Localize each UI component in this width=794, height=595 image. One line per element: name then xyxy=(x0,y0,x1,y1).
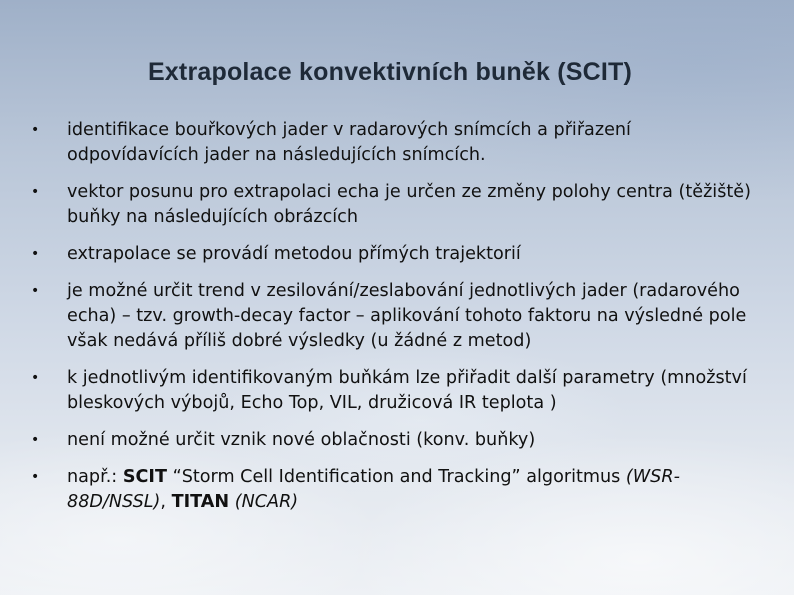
bullet-item xyxy=(28,242,768,267)
titan-name: TITAN xyxy=(171,492,230,512)
bullet-list xyxy=(28,118,768,527)
examples-prefix: např.: xyxy=(67,467,123,487)
bullet-dot: • xyxy=(31,283,40,299)
bullet-text: extrapolace se provádí metodou přímých trajektorií xyxy=(67,244,521,264)
scit-description: “Storm Cell Identification and Tracking” algoritmus xyxy=(166,467,626,487)
examples-separator: , xyxy=(160,492,172,512)
bullet-dot: • xyxy=(31,469,40,485)
bullet-dot: • xyxy=(31,184,40,200)
scit-name: SCIT xyxy=(122,467,167,487)
bullet-item xyxy=(28,428,768,453)
bullet-text: k jednotlivým identifikovaným buňkám lze přiřadit další parametry (množství bleskových výbojů, Echo Top, VIL, družicová IR teplota ) xyxy=(67,368,747,413)
bullet-item xyxy=(28,180,768,230)
bullet-dot: • xyxy=(31,370,40,386)
slide-title: Extrapolace konvektivních buněk (SCIT) xyxy=(147,58,633,86)
bullet-dot: • xyxy=(31,432,40,448)
bullet-text: identifikace bouřkových jader v radarových snímcích a přiřazení odpovídavících jader na následujících snímcích. xyxy=(67,120,631,165)
bullet-text: je možné určit trend v zesilování/zeslabování jednotlivých jader (radarového echa) – tzv. growth-decay factor – aplikování tohoto faktoru na výsledné pole však nedává příliš dobré výsledky (u žádné z metod) xyxy=(67,281,747,351)
titan-source: (NCAR) xyxy=(234,492,299,512)
bullet-dot: • xyxy=(31,122,40,138)
bullet-dot: • xyxy=(31,246,40,262)
scit-source: (WSR-88D/NSSL) xyxy=(67,467,680,512)
bullet-item xyxy=(28,366,768,416)
bullet-text: není možné určit vznik nové oblačnosti (konv. buňky) xyxy=(67,430,536,450)
bullet-text: vektor posunu pro extrapolaci echa je určen ze změny polohy centra (těžiště) buňky na následujících obrázcích xyxy=(67,182,751,227)
bullet-item-examples xyxy=(28,465,768,515)
bullet-item xyxy=(28,279,768,354)
bullet-item xyxy=(28,118,768,168)
